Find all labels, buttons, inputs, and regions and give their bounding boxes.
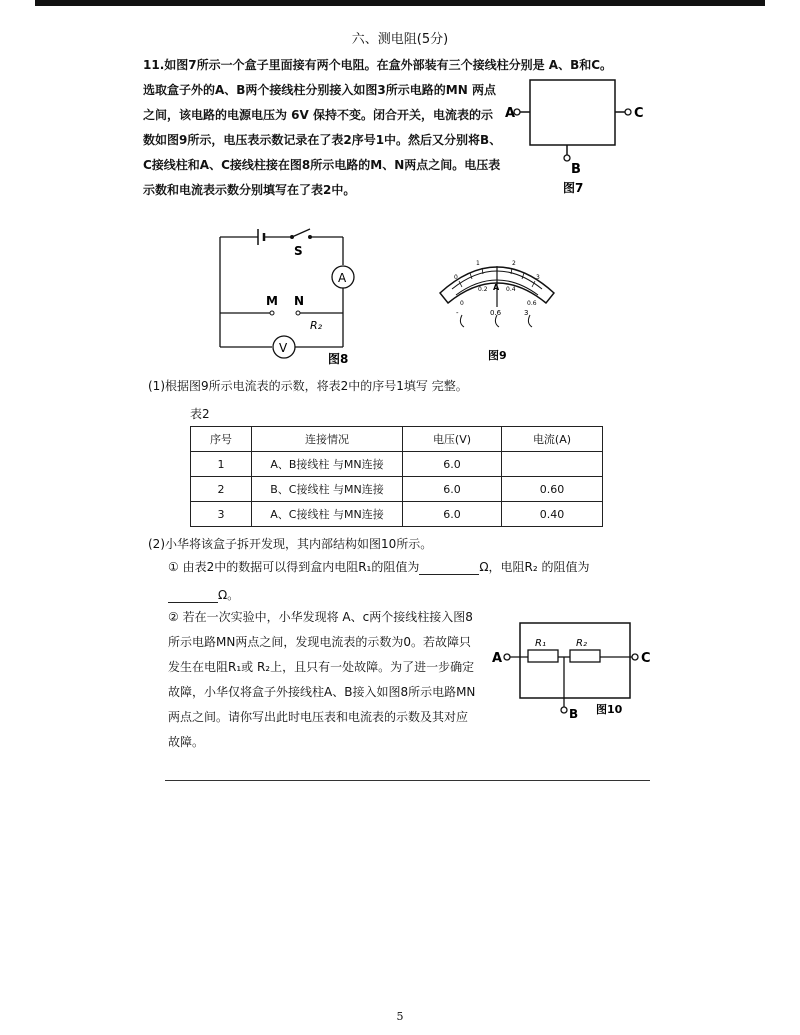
fig10-label-r2: R₂ — [576, 638, 587, 649]
fig9-unit: A — [493, 283, 500, 292]
table-header-cell: 电压(V) — [403, 427, 502, 452]
question-2-1-text-a: ① 由表2中的数据可以得到盒内电阻R₁的阻值为 — [168, 560, 420, 574]
fig9-terminal-3: 3 — [524, 309, 529, 317]
figure-8-circuit — [210, 225, 370, 365]
table-header-cell: 连接情况 — [252, 427, 403, 452]
question-11-text — [143, 53, 613, 203]
fig9-top-tick-3: 3 — [536, 274, 540, 281]
question-11-body: 选取盒子外的A、B两个接线柱分别接入如图3所示电路的MN 两点之间，该电路的电源电压为 6V 保持不变。闭合开关，电流表的示数如图9所示，电压表示数记录在了表2序号1中。然后又分别将B、C接线柱和A、C接线柱接在图8所示电路的M、N两点之间。电压表示数和电流表示数分别填写在了表2中。 — [143, 83, 502, 197]
fig8-label-n: N — [294, 294, 305, 308]
fig7-label-b: B — [571, 162, 581, 177]
fig10-label-c: C — [641, 651, 651, 666]
fig7-label-c: C — [634, 106, 644, 121]
figure-9-ammeter-dial — [432, 245, 562, 365]
question-2-2-text: ② 若在一次实验中，小华发现将 A、c两个接线柱接入图8所示电路MN两点之间，发现电流表的示数为0。若故障只发生在电阻R₁或 R₂上，且只有一处故障。为了进一步确定故障，小华仅将盒子外接线柱A、B接入如图8所示电路MN两点之间。请你写出此时电压表和电流表的示数及其对应故障。 — [168, 610, 476, 749]
table-cell: A、B接线柱 与MN连接 — [252, 452, 403, 477]
fig9-top-tick-0: 0 — [454, 274, 458, 281]
table-cell: 6.0 — [403, 502, 502, 527]
fig8-ammeter-label: A — [338, 271, 347, 285]
fig9-bottom-tick-3: 0.6 — [527, 300, 537, 307]
table-cell — [502, 452, 603, 477]
figure-7-box-diagram — [505, 75, 655, 200]
table-cell: 0.40 — [502, 502, 603, 527]
page-number: 5 — [396, 1010, 404, 1023]
table-cell: 2 — [191, 477, 252, 502]
table-cell: 0.60 — [502, 477, 603, 502]
question-2-1-line1 — [168, 558, 590, 575]
fig9-top-tick-2: 2 — [512, 260, 516, 267]
table-row — [191, 477, 603, 502]
question-2-1-text-c: Ω。 — [218, 588, 240, 602]
fig9-bottom-tick-2: 0.4 — [506, 286, 516, 293]
table-2 — [190, 426, 603, 527]
question-11-line1: 11.如图7所示一个盒子里面接有两个电阻。在盒外部装有三个接线柱分别是 A、B和C。 — [143, 58, 613, 72]
table-cell: B、C接线柱 与MN连接 — [252, 477, 403, 502]
table-2-caption: 表2 — [190, 407, 210, 421]
answer-line[interactable] — [165, 780, 650, 781]
question-2-1-text-b: Ω，电阻R₂ 的阻值为 — [479, 560, 590, 574]
table-header-cell: 电流(A) — [502, 427, 603, 452]
fig10-caption: 图10 — [596, 703, 623, 716]
question-2-1-line2 — [168, 586, 239, 603]
fig9-top-tick-1: 1 — [476, 260, 480, 267]
question-2-text: (2)小华将该盒子拆开发现，其内部结构如图10所示。 — [148, 537, 433, 551]
fig7-caption: 图7 — [563, 181, 584, 195]
section-title: 六、测电阻(5分) — [351, 32, 449, 47]
fig9-bottom-tick-1: 0.2 — [478, 286, 488, 293]
fig10-label-b: B — [569, 707, 579, 720]
table-row — [191, 502, 603, 527]
fig8-label-m: M — [266, 294, 278, 308]
table-cell: 3 — [191, 502, 252, 527]
page-top-border — [35, 0, 765, 6]
table-cell: 6.0 — [403, 452, 502, 477]
fig10-label-a: A — [492, 651, 503, 666]
answer-blank-r2[interactable] — [168, 590, 218, 603]
answer-blank-r1[interactable] — [419, 562, 479, 575]
fig8-voltmeter-label: V — [279, 341, 288, 355]
table-header-row — [191, 427, 603, 452]
fig9-terminal-neg: - — [456, 309, 459, 317]
table-cell: A、C接线柱 与MN连接 — [252, 502, 403, 527]
fig8-label-s: S — [294, 244, 303, 258]
table-row — [191, 452, 603, 477]
table-cell: 6.0 — [403, 477, 502, 502]
fig9-terminal-0-6: 0.6 — [490, 309, 502, 317]
figure-10-box-internal — [490, 615, 655, 720]
table-cell: 1 — [191, 452, 252, 477]
fig9-bottom-tick-0: 0 — [460, 300, 464, 307]
table-header-cell: 序号 — [191, 427, 252, 452]
fig10-label-r1: R₁ — [535, 638, 546, 649]
fig9-caption: 图9 — [488, 349, 507, 362]
fig7-label-a: A — [505, 106, 516, 121]
fig8-label-r2: R₂ — [310, 319, 323, 332]
fig8-caption: 图8 — [328, 352, 349, 365]
question-1-text: (1)根据图9所示电流表的示数，将表2中的序号1填写 完整。 — [148, 379, 468, 393]
